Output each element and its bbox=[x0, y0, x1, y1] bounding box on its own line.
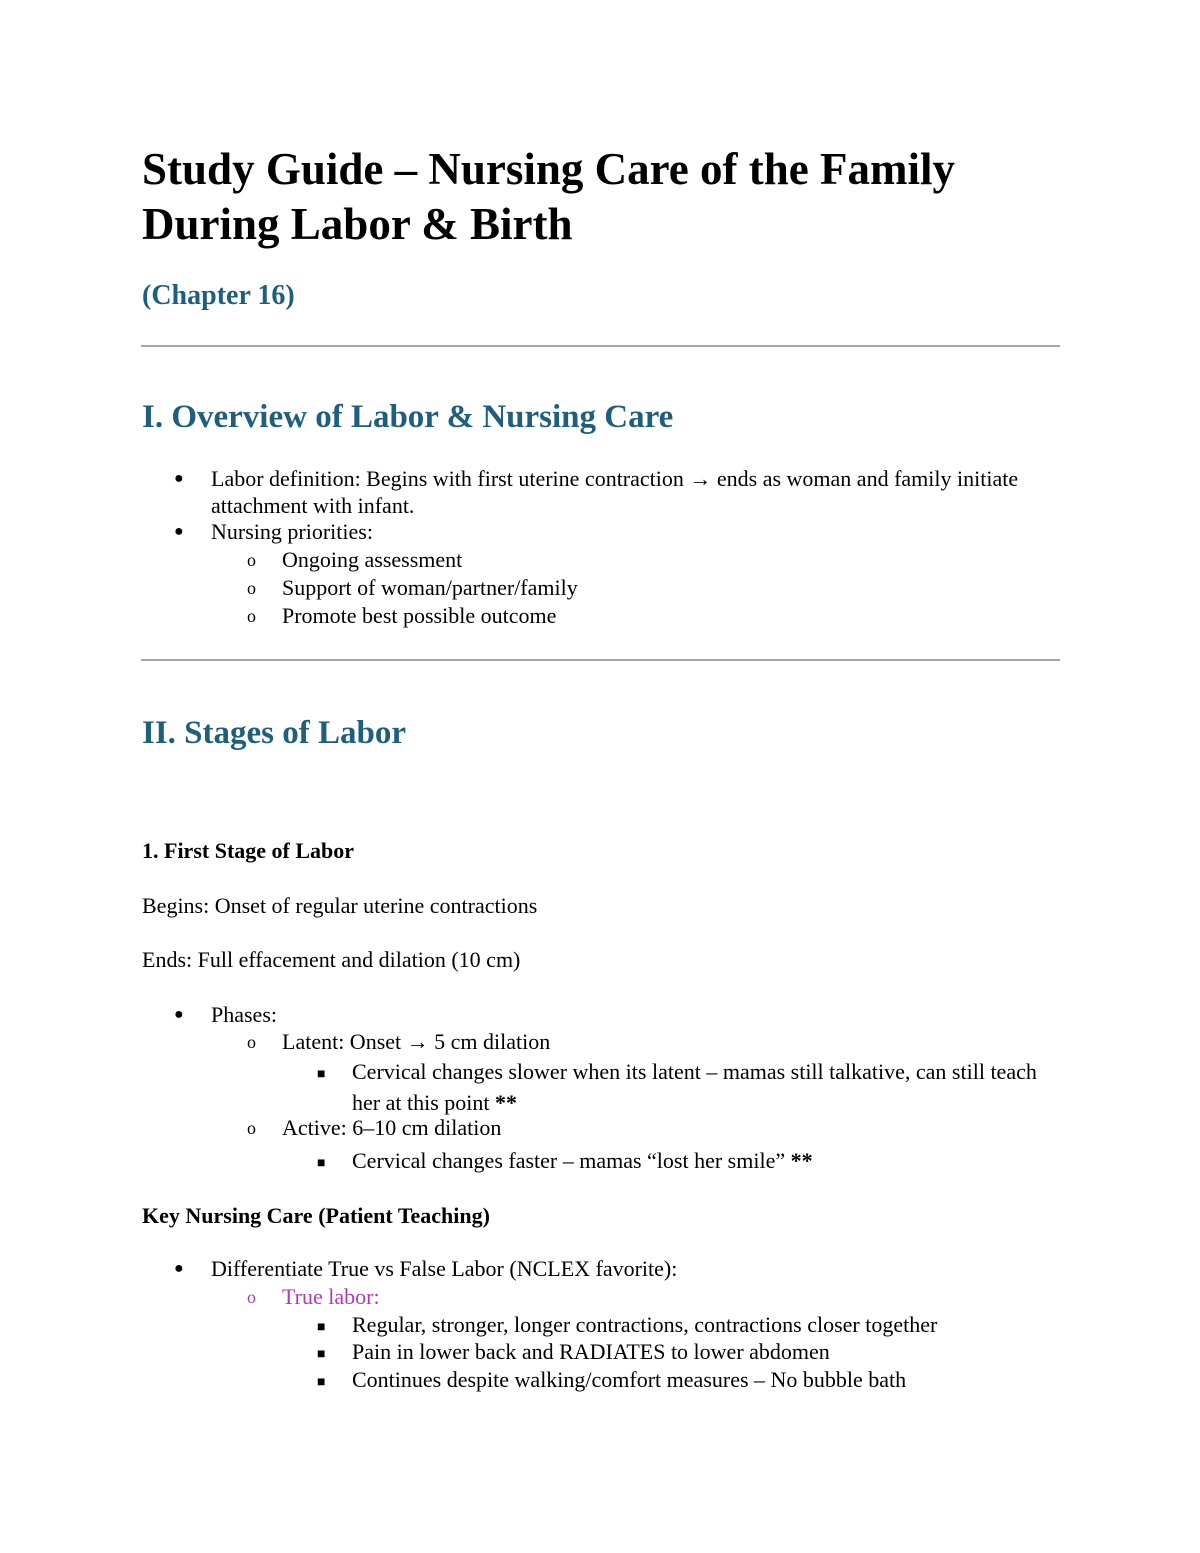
chapter-subtitle: (Chapter 16) bbox=[142, 280, 295, 311]
list-item-text: Active: 6–10 cm dilation bbox=[282, 1115, 502, 1140]
emphasis-mark: ** bbox=[494, 1090, 517, 1115]
subsection-heading-first-stage: 1. First Stage of Labor bbox=[142, 838, 355, 863]
latent-note-text: Cervical changes slower when its latent – mamas still talkative, can still teach her at this point bbox=[352, 1059, 1037, 1115]
list-item-true-labor-sign bbox=[0, 1366, 1200, 1394]
circle-bullet-icon: o bbox=[247, 1287, 256, 1307]
list-item-text: Pain in lower back and RADIATES to lower abdomen bbox=[352, 1339, 830, 1364]
square-bullet-icon: ■ bbox=[317, 1347, 326, 1362]
list-item-text: Nursing priorities: bbox=[211, 519, 373, 544]
list-item-text: True labor: bbox=[282, 1284, 380, 1309]
emphasis-mark: ** bbox=[790, 1148, 813, 1173]
first-stage-begins: Begins: Onset of regular uterine contractions bbox=[142, 893, 538, 918]
active-note-text: Cervical changes faster – mamas “lost her smile” bbox=[352, 1148, 786, 1173]
list-item-text bbox=[352, 1147, 813, 1174]
list-item-phases bbox=[0, 1001, 1200, 1029]
square-bullet-icon: ■ bbox=[317, 1320, 326, 1335]
circle-bullet-icon: o bbox=[247, 1118, 256, 1138]
list-item-true-labor-sign bbox=[0, 1311, 1200, 1339]
list-item-text: Latent: Onset → 5 cm dilation bbox=[282, 1029, 551, 1054]
list-item-differentiate bbox=[0, 1255, 1200, 1283]
list-item-text: Phases: bbox=[211, 1002, 277, 1027]
list-item-true-labor bbox=[0, 1283, 1200, 1311]
page-title: Study Guide – Nursing Care of the Family During Labor & Birth bbox=[142, 144, 955, 249]
list-item-text: Promote best possible outcome bbox=[282, 603, 557, 628]
list-item-text: Regular, stronger, longer contractions, contractions closer together bbox=[352, 1312, 938, 1337]
square-bullet-icon: ■ bbox=[317, 1156, 326, 1171]
divider bbox=[141, 345, 1060, 347]
first-stage-ends: Ends: Full effacement and dilation (10 cm) bbox=[142, 947, 521, 972]
circle-bullet-icon: o bbox=[247, 606, 256, 626]
divider bbox=[141, 659, 1060, 661]
section-heading-overview: I. Overview of Labor & Nursing Care bbox=[142, 399, 674, 435]
square-bullet-icon: ■ bbox=[317, 1067, 326, 1082]
bullet-icon: ● bbox=[174, 470, 184, 487]
list-item-true-labor-sign bbox=[0, 1338, 1200, 1366]
bullet-icon: ● bbox=[174, 523, 184, 540]
list-item-priority bbox=[0, 602, 1200, 630]
list-item-text: Continues despite walking/comfort measures – No bubble bath bbox=[352, 1367, 907, 1392]
list-item-latent-phase bbox=[0, 1028, 1200, 1056]
subsection-heading-key-care: Key Nursing Care (Patient Teaching) bbox=[142, 1203, 490, 1228]
circle-bullet-icon: o bbox=[247, 550, 256, 570]
circle-bullet-icon: o bbox=[247, 578, 256, 598]
list-item-text: Support of woman/partner/family bbox=[282, 575, 578, 600]
list-item-priority bbox=[0, 546, 1200, 574]
list-item-nursing-priorities bbox=[0, 518, 1200, 546]
square-bullet-icon: ■ bbox=[317, 1375, 326, 1390]
list-item-labor-definition bbox=[0, 465, 1200, 521]
list-item-active-phase bbox=[0, 1114, 1200, 1142]
list-item-active-note bbox=[0, 1147, 1200, 1175]
bullet-icon: ● bbox=[174, 1006, 184, 1023]
section-heading-stages: II. Stages of Labor bbox=[142, 715, 407, 751]
list-item-latent-note bbox=[0, 1056, 1200, 1116]
circle-bullet-icon: o bbox=[247, 1032, 256, 1052]
list-item-text: Ongoing assessment bbox=[282, 547, 463, 572]
list-item-text: Differentiate True vs False Labor (NCLEX favorite): bbox=[211, 1256, 678, 1281]
list-item-priority bbox=[0, 574, 1200, 602]
list-item-text bbox=[352, 1056, 1052, 1118]
bullet-icon: ● bbox=[174, 1260, 184, 1277]
list-item-text: Labor definition: Begins with first uterine contraction → ends as woman and family initiate attachment with infant. bbox=[211, 466, 1019, 518]
